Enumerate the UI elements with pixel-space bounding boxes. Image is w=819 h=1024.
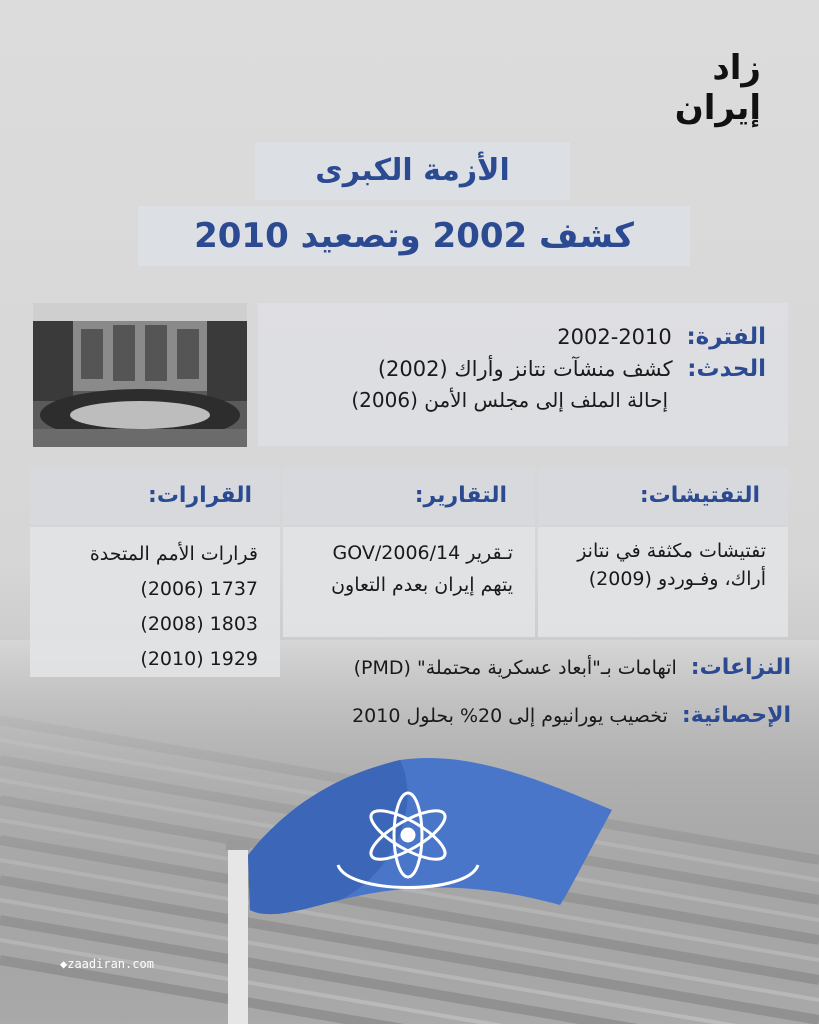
event-row	[258, 353, 766, 385]
site-url-text: zaadiran.com	[67, 957, 154, 971]
inspections-body	[538, 527, 788, 637]
brand-logo-text: زاد إيران	[674, 48, 761, 128]
reports-line-2: يتهم إيران بعدم التعاون	[331, 574, 513, 596]
event-line-2: إحالة الملف إلى مجلس الأمن (2006)	[351, 388, 668, 412]
disputes-label: النزاعات:	[690, 655, 791, 680]
reports-header-label: التقارير:	[414, 483, 507, 508]
security-council-photo	[33, 303, 247, 447]
brand-logo	[621, 48, 761, 128]
period-row	[258, 321, 766, 353]
inspections-header-label: التفتيشات:	[639, 483, 760, 508]
resolutions-line-1: قرارات الأمم المتحدة	[89, 543, 258, 565]
event-label: الحدث:	[687, 356, 766, 382]
stats-label: الإحصائية:	[681, 703, 791, 728]
page-subtitle: كشف 2002 وتصعيد 2010	[138, 206, 690, 266]
period-event-panel	[258, 303, 788, 446]
inspections-line-1: تفتيشات مكثفة في نتانز	[577, 540, 766, 562]
period-value: 2010-2002	[557, 325, 672, 349]
resolution-item-1: 1737 (2006)	[140, 578, 258, 600]
page-title: الأزمة الكبرى	[255, 142, 570, 200]
reports-body	[283, 527, 535, 637]
period-label: الفترة:	[686, 324, 766, 350]
disputes-row	[354, 655, 791, 680]
reports-line-1: تـقرير GOV/2006/14	[332, 542, 513, 564]
site-url: ◆zaadiran.com	[60, 957, 154, 971]
security-council-image	[33, 303, 247, 447]
resolution-item-2: 1803 (2008)	[140, 613, 258, 635]
inspections-header	[538, 467, 788, 525]
reports-header	[283, 467, 535, 525]
stats-row	[352, 703, 791, 728]
event-line-1: كشف منشآت نتانز وأراك (2002)	[377, 357, 673, 381]
resolution-item-3: 1929 (2010)	[140, 648, 258, 670]
resolutions-body	[30, 527, 280, 677]
resolutions-header-label: القرارات:	[148, 483, 252, 508]
inspections-line-2: أراك، وفـوردو (2009)	[588, 568, 766, 590]
event-line-2-row	[258, 385, 766, 415]
resolutions-header	[30, 467, 280, 525]
disputes-value: اتهامات بـ"أبعاد عسكرية محتملة" (PMD)	[353, 657, 677, 679]
stats-value: تخصيب يورانيوم إلى 20% بحلول 2010	[352, 705, 668, 727]
